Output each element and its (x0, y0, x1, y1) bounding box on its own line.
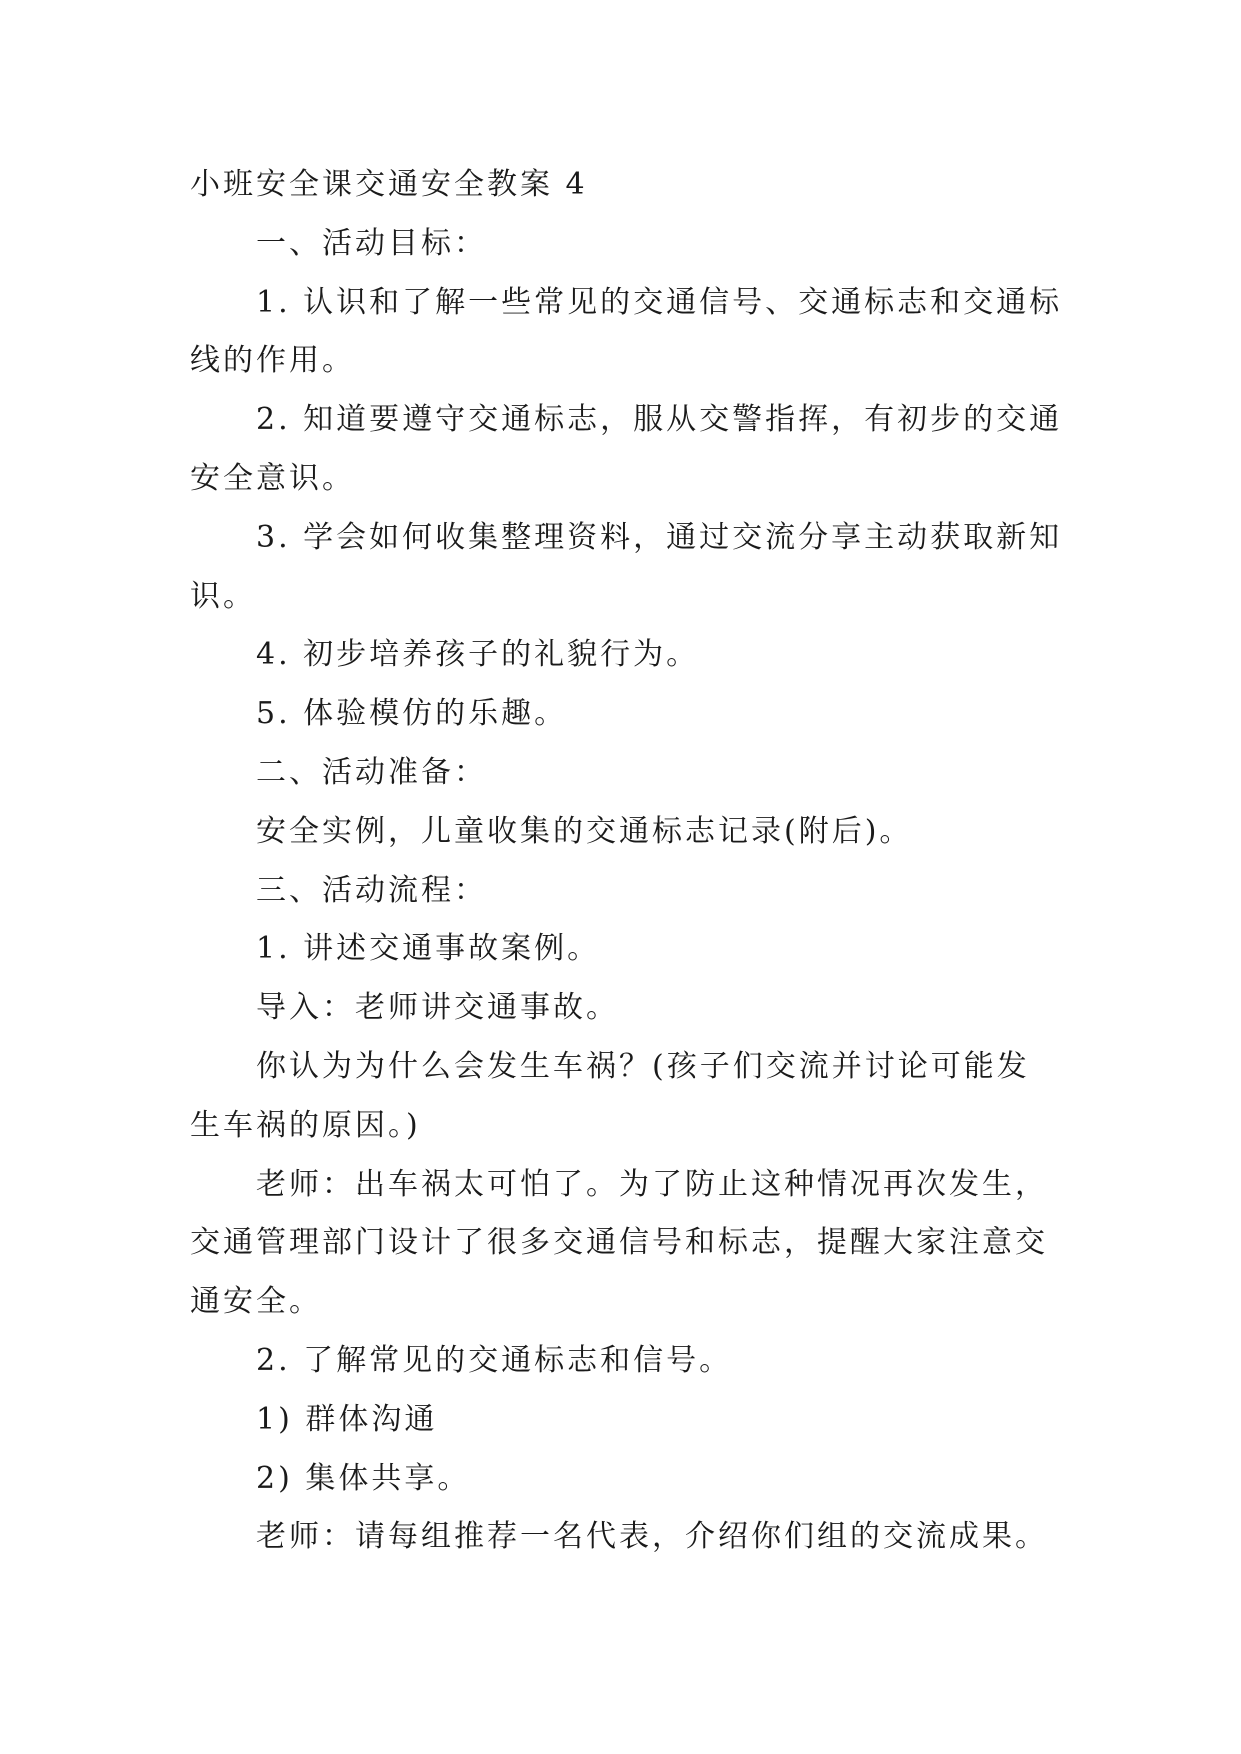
process-step-2: 2. 了解常见的交通标志和信号。 (256, 1342, 733, 1378)
document-body (190, 156, 1063, 1567)
goal-4: 4. 初步培养孩子的礼貌行为。 (256, 637, 700, 673)
goal-5: 5. 体验模仿的乐趣。 (256, 696, 568, 732)
preparation-text: 安全实例，儿童收集的交通标志记录(附后)。 (256, 813, 913, 849)
document-title: 小班安全课交通安全教案 4 (190, 167, 588, 202)
process-step-1: 1. 讲述交通事故案例。 (256, 931, 601, 967)
question-line-2: 生车祸的原因。) (190, 1107, 421, 1143)
section-heading-process: 三、活动流程： (256, 872, 487, 908)
goal-1-line-2: 线的作用。 (190, 343, 355, 379)
substep-2: 2) 集体共享。 (256, 1460, 471, 1496)
question-line-1: 你认为为什么会发生车祸？(孩子们交流并讨论可能发 (256, 1048, 1030, 1084)
section-heading-goals: 一、活动目标： (256, 225, 487, 261)
teacher-request: 老师：请每组推荐一名代表，介绍你们组的交流成果。 (256, 1519, 1048, 1555)
process-intro: 导入：老师讲交通事故。 (256, 990, 619, 1026)
goal-2-line-2: 安全意识。 (190, 460, 355, 496)
goal-1-line-1: 1. 认识和了解一些常见的交通信号、交通标志和交通标 (256, 284, 1063, 320)
goal-3-line-1: 3. 学会如何收集整理资料，通过交流分享主动获取新知 (256, 519, 1063, 555)
substep-1: 1) 群体沟通 (256, 1401, 438, 1437)
teacher-remark-line-1: 老师：出车祸太可怕了。为了防止这种情况再次发生， (256, 1166, 1048, 1202)
goal-3-line-2: 识。 (190, 578, 256, 614)
teacher-remark-line-3: 通安全。 (190, 1284, 322, 1320)
section-heading-preparation: 二、活动准备： (256, 754, 487, 790)
teacher-remark-line-2: 交通管理部门设计了很多交通信号和标志，提醒大家注意交 (190, 1225, 1048, 1261)
goal-2-line-1: 2. 知道要遵守交通标志，服从交警指挥，有初步的交通 (256, 402, 1063, 438)
